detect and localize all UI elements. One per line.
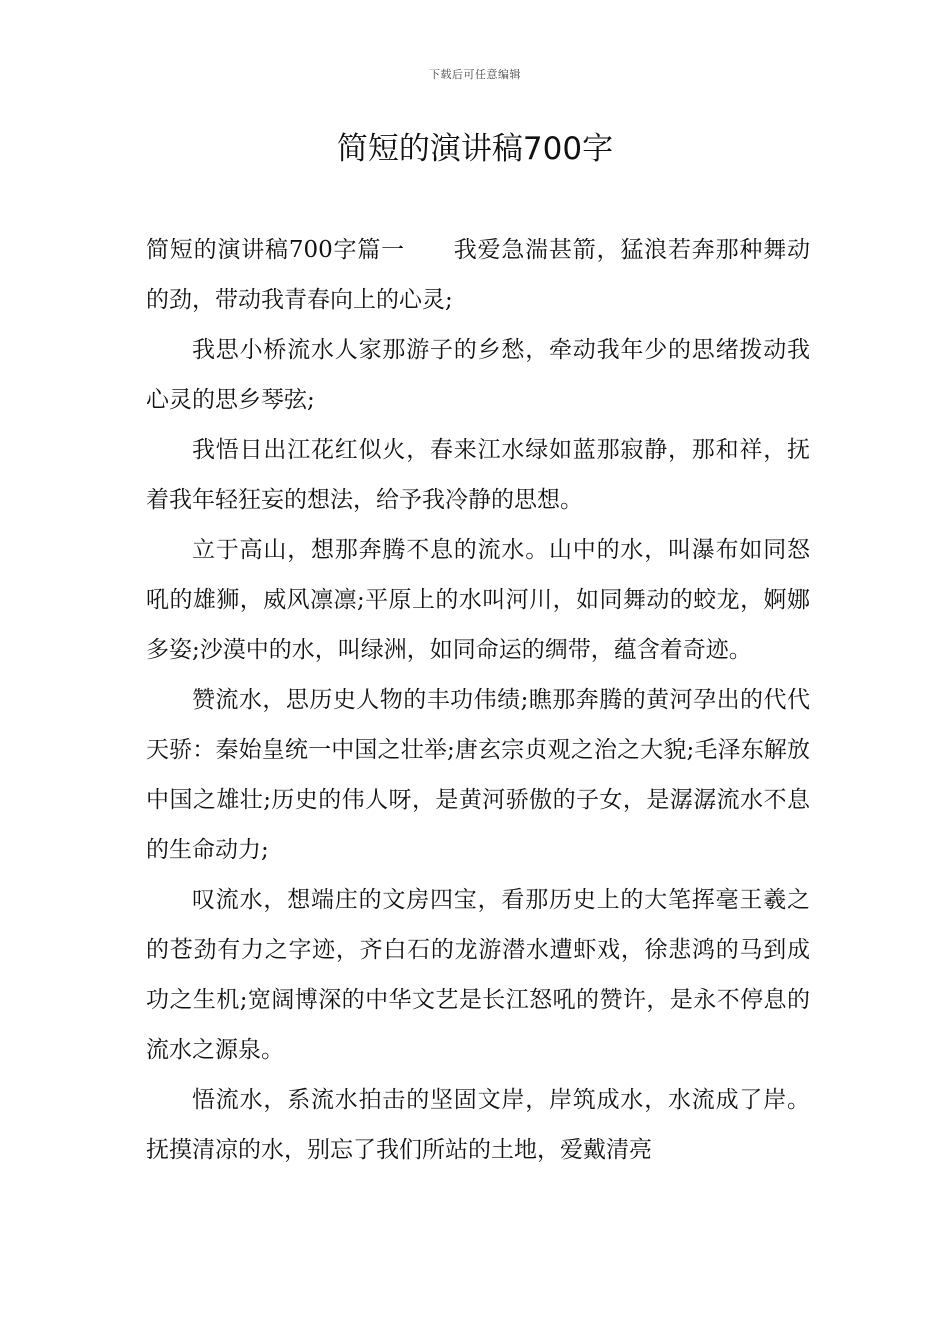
paragraph-3: 我悟日出江花红似火，春来江水绿如蓝那寂静，那和祥，抚着我年轻狂妄的想法，给予我冷静的思想。: [146, 437, 810, 513]
paragraph-lead: 简短的演讲稿700字篇一: [146, 237, 405, 263]
document-title: 简短的演讲稿700字: [336, 131, 614, 167]
paragraph-1: [146, 225, 810, 325]
paragraph-text: 我爱急湍甚箭，猛浪若奔那种舞动的劲，带动我青春向上的心灵;: [146, 237, 810, 313]
paragraph-7: 悟流水，系流水拍击的坚固文岸，岸筑成水，水流成了岸。抚摸清凉的水，别忘了我们所站的土地，爱戴清亮: [146, 1087, 810, 1163]
paragraph-6: 叹流水，想端庄的文房四宝，看那历史上的大笔挥毫王羲之的苍劲有力之字迹，齐白石的龙游潜水遭虾戏，徐悲鸿的马到成功之生机;宽阔博深的中华文艺是长江怒吼的赞许，是永不停息的流水之源泉。: [146, 887, 810, 1063]
document-body: [146, 225, 810, 1175]
header-note: 下载后可任意编辑: [429, 68, 521, 81]
paragraph-2: 我思小桥流水人家那游子的乡愁，牵动我年少的思绪拨动我心灵的思乡琴弦;: [146, 337, 810, 413]
paragraph-5: 赞流水，思历史人物的丰功伟绩;瞧那奔腾的黄河孕出的代代天骄：秦始皇统一中国之壮举;唐玄宗贞观之治之大貌;毛泽东解放中国之雄壮;历史的伟人呀，是黄河骄傲的子女，是潺潺流水不息的生命动力;: [146, 687, 810, 863]
paragraph-4: 立于高山，想那奔腾不息的流水。山中的水，叫瀑布如同怒吼的雄狮，威风凛凛;平原上的水叫河川，如同舞动的蛟龙，婀娜多姿;沙漠中的水，叫绿洲，如同命运的绸带，蕴含着奇迹。: [146, 537, 810, 663]
